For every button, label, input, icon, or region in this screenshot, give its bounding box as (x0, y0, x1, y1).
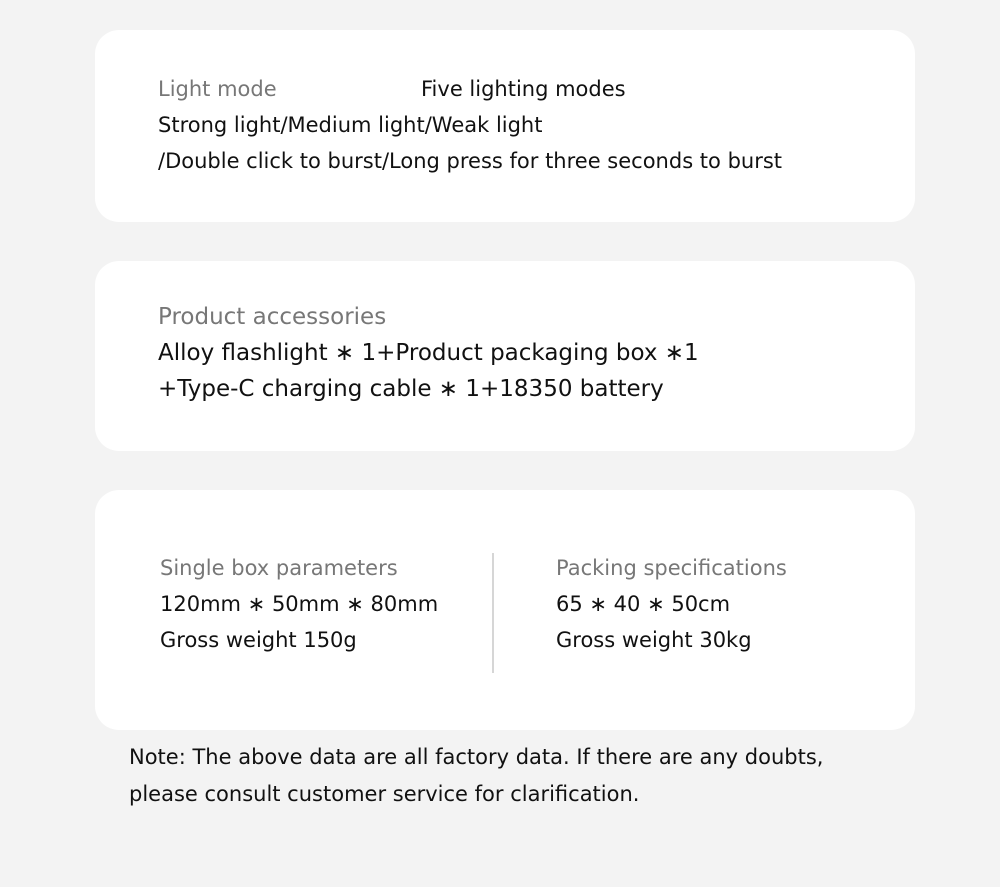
packing-weight: Gross weight 30kg (556, 628, 752, 652)
accessories-line-2: +Type-C charging cable ∗ 1+18350 battery (158, 376, 664, 402)
box-parameters-card (95, 490, 915, 730)
light-mode-value: Five lighting modes (421, 77, 626, 101)
accessories-card (95, 261, 915, 451)
single-box-weight: Gross weight 150g (160, 628, 357, 652)
note-line-1: Note: The above data are all factory data. If there are any doubts, (129, 745, 824, 769)
single-box-dimensions: 120mm ∗ 50mm ∗ 80mm (160, 592, 439, 616)
light-mode-card (95, 30, 915, 222)
column-divider (492, 553, 494, 673)
accessories-line-1: Alloy flashlight ∗ 1+Product packaging box ∗1 (158, 340, 699, 366)
light-mode-detail-line-2: /Double click to burst/Long press for three seconds to burst (158, 149, 783, 173)
accessories-label: Product accessories (158, 304, 387, 330)
light-mode-label: Light mode (158, 77, 277, 101)
packing-label: Packing specifications (556, 556, 787, 580)
packing-dimensions: 65 ∗ 40 ∗ 50cm (556, 592, 731, 616)
note-line-2: please consult customer service for clarification. (129, 782, 640, 806)
single-box-label: Single box parameters (160, 556, 398, 580)
light-mode-detail-line-1: Strong light/Medium light/Weak light (158, 113, 543, 137)
